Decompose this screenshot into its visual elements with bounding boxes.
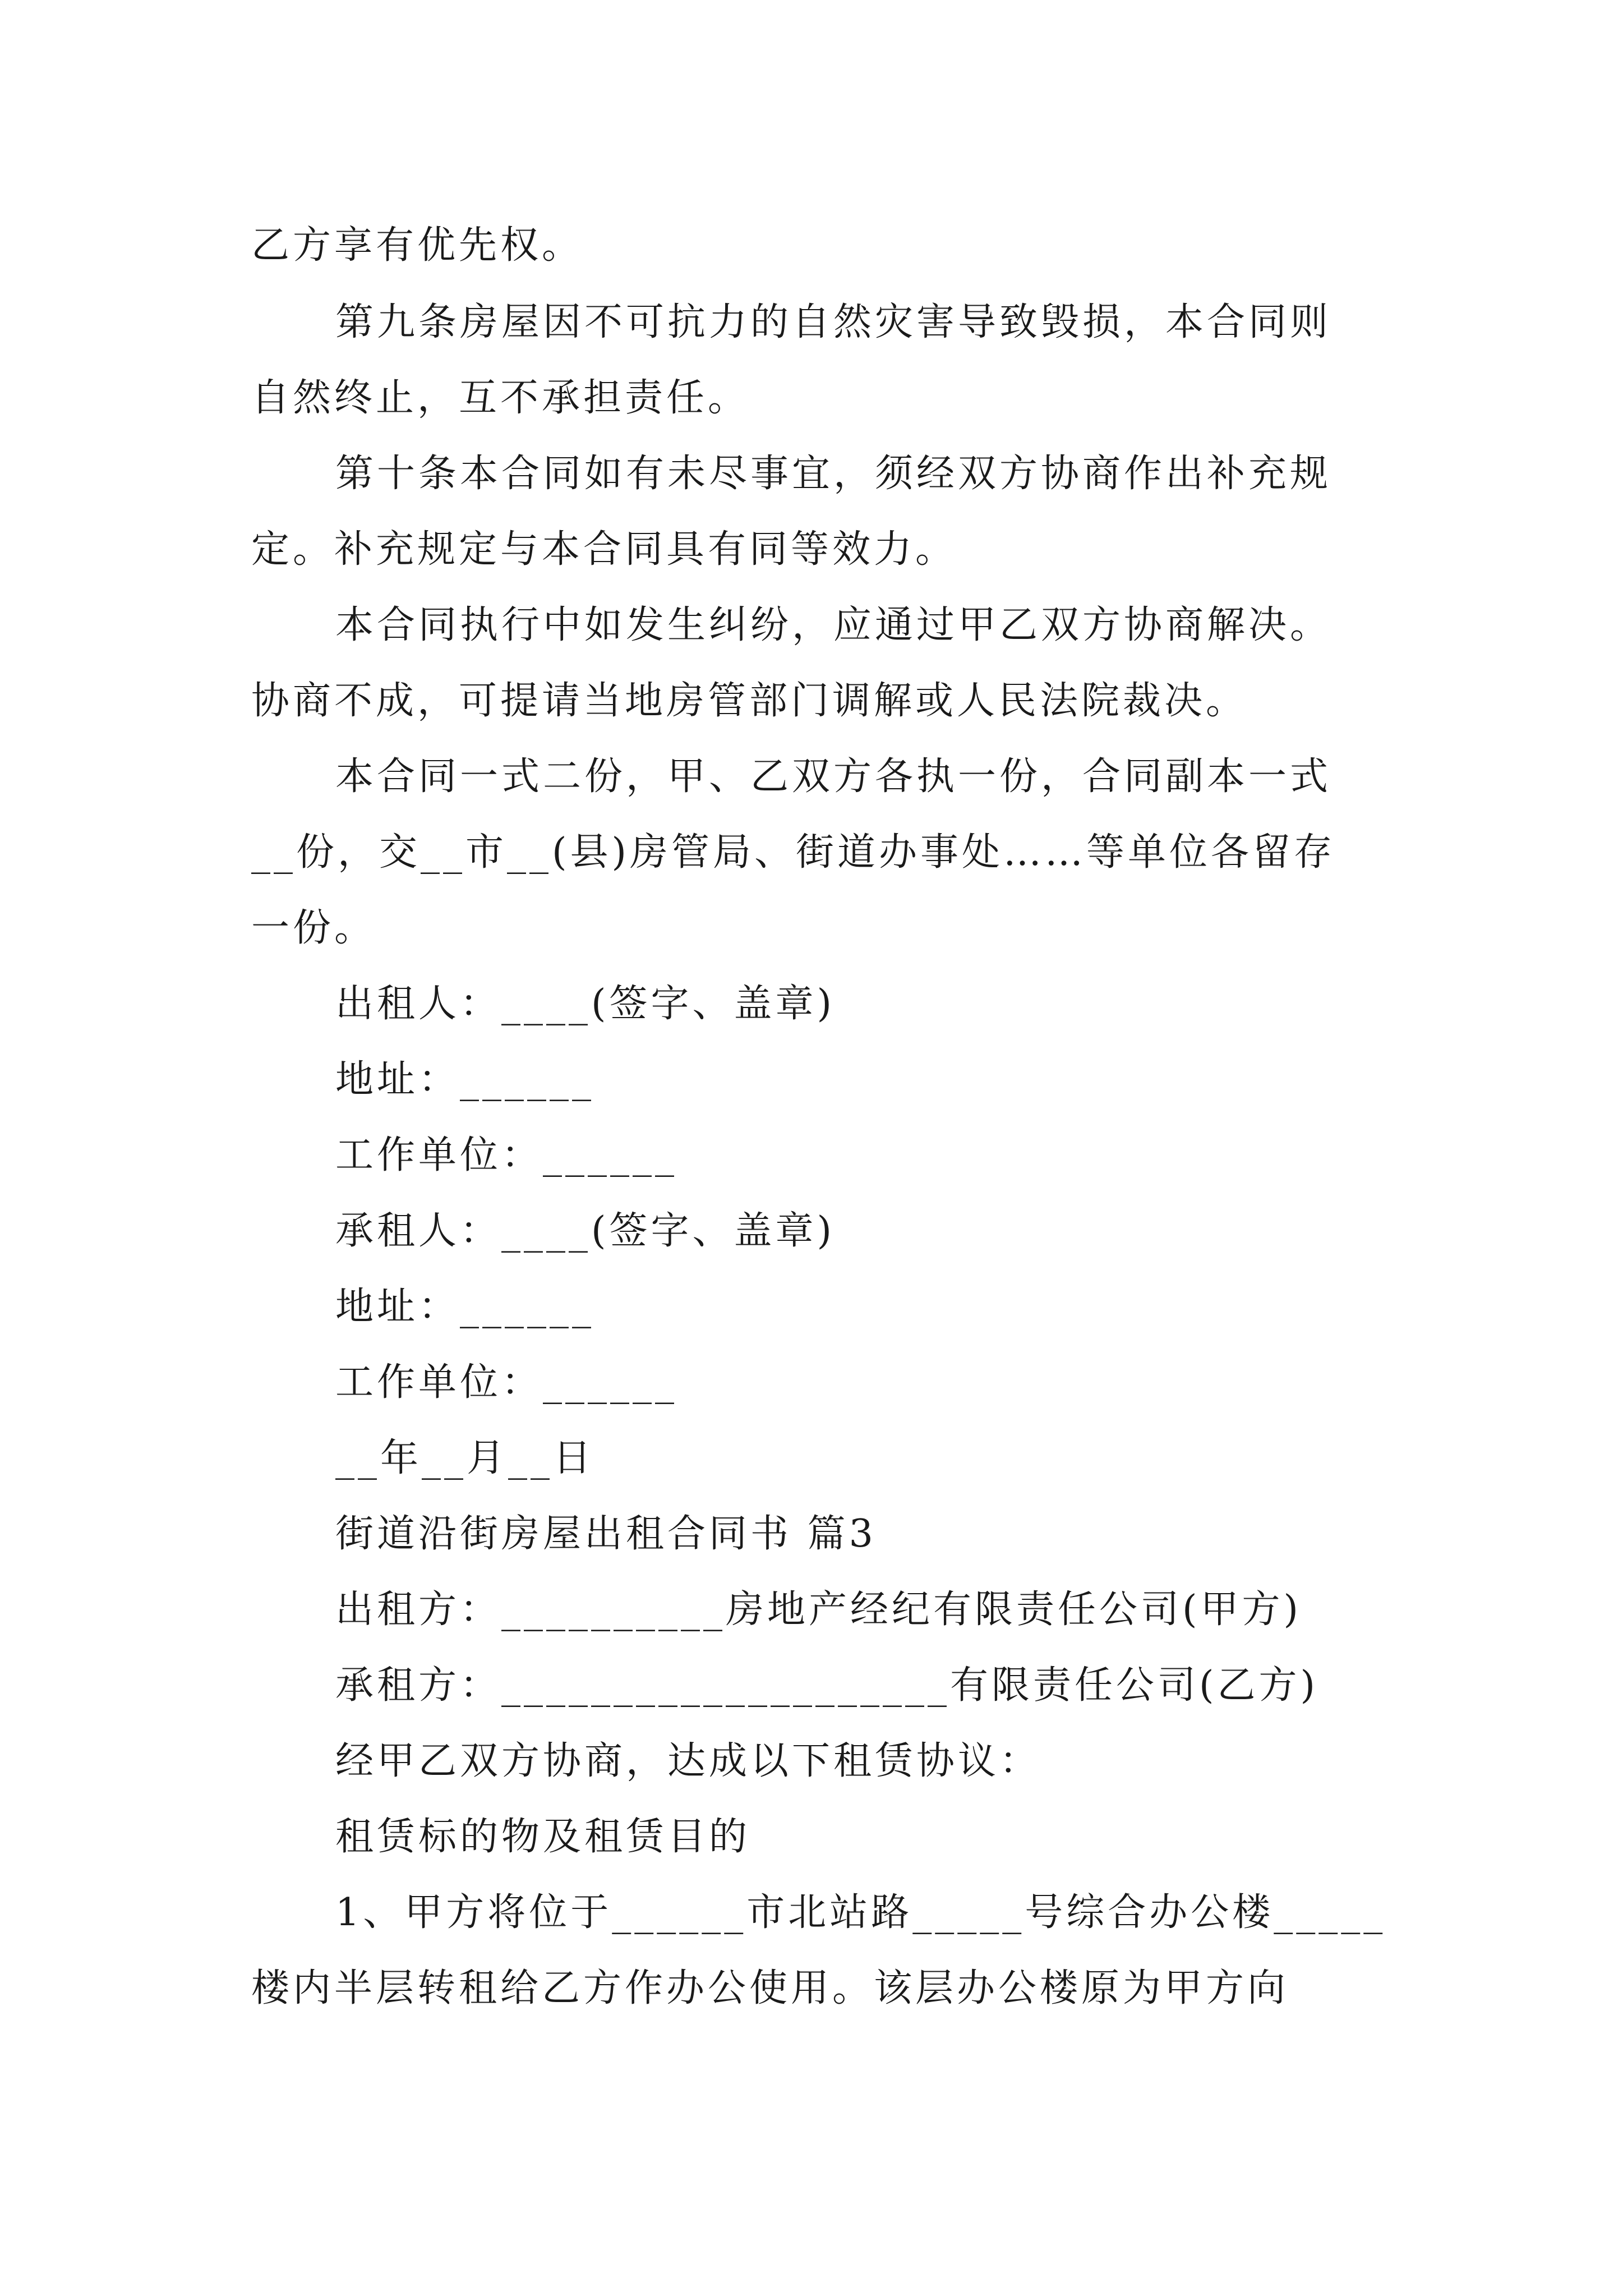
text-line: 承租方：____________________有限责任公司(乙方) — [335, 1663, 1319, 1708]
text-line: 出租方：__________房地产经纪有限责任公司(甲方) — [335, 1588, 1302, 1632]
text-line: 楼内半层转租给乙方作办公使用。该层办公楼原为甲方向 — [251, 1966, 1289, 2010]
text-line: 出租人：____(签字、盖章) — [335, 982, 836, 1026]
text-line: 协商不成，可提请当地房管部门调解或人民法院裁决。 — [251, 679, 1248, 723]
text-line: 定。补充规定与本合同具有同等效力。 — [251, 527, 957, 572]
text-line: 第十条本合同如有未尽事宜，须经双方协商作出补充规 — [335, 452, 1332, 496]
text-line: 1、甲方将位于______市北站路_____号综合办公楼_____ — [335, 1890, 1386, 1935]
section-heading: 街道沿街房屋出租合同书 篇3 — [335, 1512, 877, 1556]
text-line: 自然终止，互不承担责任。 — [251, 376, 750, 420]
text-line: 第九条房屋因不可抗力的自然灾害导致毁损，本合同则 — [335, 300, 1332, 344]
text-line: 一份。 — [251, 906, 376, 950]
text-line: 地址：______ — [335, 1285, 595, 1329]
text-line: 经甲乙双方协商，达成以下租赁协议： — [335, 1739, 1041, 1783]
text-line: 地址：______ — [335, 1057, 595, 1102]
text-line: 租赁标的物及租赁目的 — [335, 1815, 751, 1859]
text-line: __年__月__日 — [335, 1436, 595, 1480]
text-line: 本合同执行中如发生纠纷，应通过甲乙双方协商解决。 — [335, 603, 1332, 647]
text-line: 承租人：____(签字、盖章) — [335, 1209, 836, 1253]
text-line: 本合同一式二份，甲、乙双方各执一份，合同副本一式 — [335, 754, 1332, 799]
text-line: __份，交__市__(县)房管局、街道办事处……等单位各留存 — [251, 830, 1336, 875]
text-line: 工作单位：______ — [335, 1133, 678, 1177]
text-line: 乙方享有优先权。 — [251, 223, 584, 268]
text-line: 工作单位：______ — [335, 1360, 678, 1405]
